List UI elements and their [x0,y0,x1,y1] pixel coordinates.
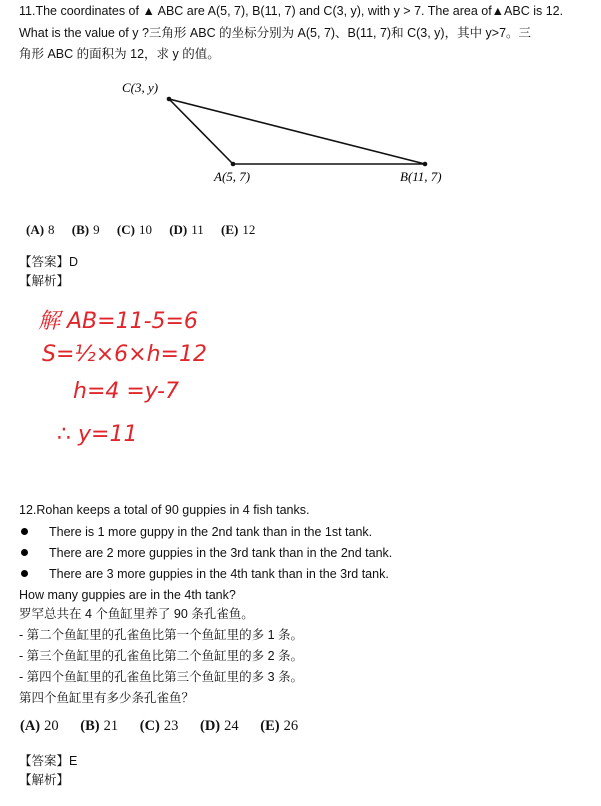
handwriting-line-1: 解 AB=11-5=6 [38,309,198,334]
q11-choice-b: (B) 9 [71,222,100,237]
q11-analysis: 【解析】 [19,274,70,288]
q11-answer: 【答案】D [19,255,79,269]
q12-cn-5: 第四个鱼缸里有多少条孔雀鱼？ [19,691,195,705]
label-c: C(3, y) [122,80,159,95]
q12-choice-a: (A) 20 [20,718,59,734]
handwriting-line-4: ∴ y=11 [57,422,138,447]
q11-line-3: 角形 ABC 的面积为 12，求 y 的值。 [19,47,220,61]
point-c [167,97,172,102]
q11-choice-d: (D) 11 [169,222,204,237]
point-a [231,162,236,167]
q12-cn-4: - 第四个鱼缸里的孔雀鱼比第三个鱼缸里的多 3 条。 [19,670,304,684]
label-b: B(11, 7) [400,169,442,184]
q11-choice-c: (C) 10 [116,222,152,237]
q12-bullet-3: There are 3 more guppies in the 4th tank than in the 3rd tank. [49,567,389,581]
q12-choice-d: (D) 24 [200,718,239,734]
q12-question: How many guppies are in the 4th tank? [19,588,236,602]
q11-choices [26,222,269,238]
triangle-abc [169,99,425,164]
bullet-dot-2 [21,549,28,556]
triangle-figure [0,0,601,200]
q11-line-2: What is the value of y ?三角形 ABC 的坐标分别为 A(5, 7)、B(11, 7)和 C(3, y)，其中 y>7。三 [19,26,532,40]
bullet-dot-3 [21,570,28,577]
handwriting-line-3: h=4 =y-7 [73,379,179,404]
q11-line-1: 11.The coordinates of ▲ ABC are A(5, 7), B(11, 7) and C(3, y), with y > 7. The area of▲ABC is 12. [19,4,564,18]
q12-bullet-2: There are 2 more guppies in the 3rd tank than in the 2nd tank. [49,546,393,560]
q11-choice-a: (A) 8 [26,222,55,237]
label-a: A(5, 7) [214,169,251,184]
handwriting-line-2: S=½×6×h=12 [42,342,207,367]
q12-choice-c: (C) 23 [139,718,179,734]
q12-cn-2: - 第二个鱼缸里的孔雀鱼比第一个鱼缸里的多 1 条。 [19,628,304,642]
q12-choice-e: (E) 26 [260,718,299,734]
point-b [423,162,428,167]
q12-cn-1: 罗罕总共在 4 个鱼缸里养了 90 条孔雀鱼。 [19,607,254,621]
q12-choices [20,718,316,735]
q12-analysis: 【解析】 [19,773,70,787]
q12-cn-3: - 第三个鱼缸里的孔雀鱼比第二个鱼缸里的多 2 条。 [19,649,304,663]
bullet-dot-1 [21,528,28,535]
q12-choice-b: (B) 21 [80,718,119,734]
q12-bullet-1: There is 1 more guppy in the 2nd tank than in the 1st tank. [49,525,373,539]
q12-intro: 12.Rohan keeps a total of 90 guppies in 4 fish tanks. [19,503,310,517]
q11-choice-e: (E) 12 [221,222,256,237]
q12-answer: 【答案】E [19,754,78,768]
